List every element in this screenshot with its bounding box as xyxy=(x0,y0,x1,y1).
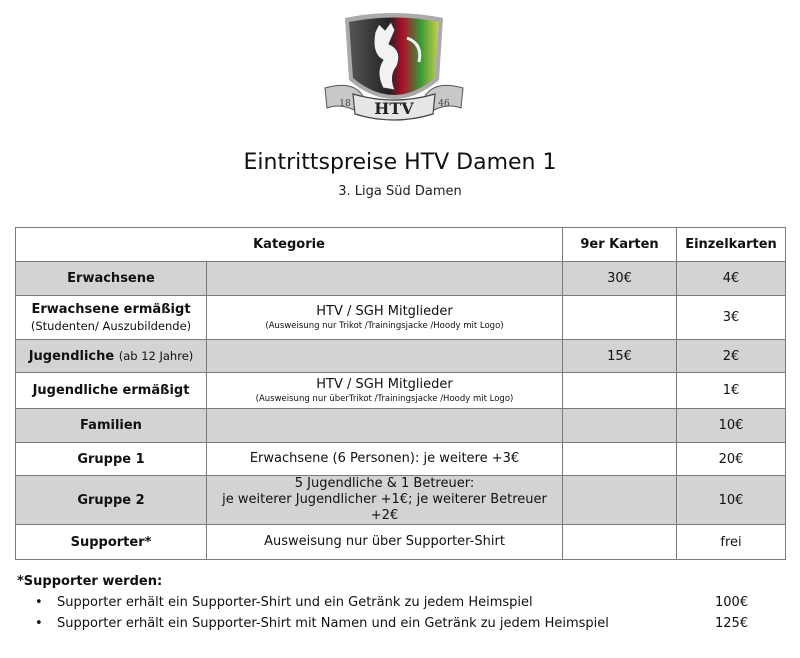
supporter-item-text: Supporter erhält ein Supporter-Shirt und ein Getränk zu jedem Heimspiel xyxy=(57,595,533,610)
price-table xyxy=(15,227,786,560)
row-category-sub: (ab 12 Jahre) xyxy=(118,348,194,363)
col-header-kategorie: Kategorie xyxy=(16,228,563,262)
row-price-einzel: 10€ xyxy=(677,409,786,443)
logo-text: HTV xyxy=(374,99,414,118)
row-price-9er xyxy=(563,296,677,340)
row-price-einzel: 3€ xyxy=(677,296,786,340)
table-row xyxy=(16,525,786,560)
row-category: Gruppe 1 xyxy=(16,443,207,476)
page-title: Eintrittspreise HTV Damen 1 xyxy=(243,150,557,175)
col-header-9er-karten: 9er Karten xyxy=(563,228,677,262)
row-note: HTV / SGH Mitglieder (Ausweisung nur überTrikot /Trainingsjacke /Hoody mit Logo) xyxy=(207,373,563,409)
row-price-einzel: 20€ xyxy=(677,443,786,476)
row-note-line2: je weiterer Jugendlicher +1€; je weiterer Betreuer +2€ xyxy=(222,492,547,523)
row-note-small: (Ausweisung nur überTrikot /Trainingsjacke /Hoody mit Logo) xyxy=(255,393,514,404)
table-header-row xyxy=(16,228,786,262)
table-row xyxy=(16,443,786,476)
row-category: Jugendliche ermäßigt xyxy=(16,373,207,409)
row-price-9er: 30€ xyxy=(563,262,677,296)
row-category: Erwachsene xyxy=(16,262,207,296)
row-price-9er xyxy=(563,409,677,443)
bullet-icon: • xyxy=(35,616,43,631)
list-item xyxy=(17,616,777,637)
table-row xyxy=(16,409,786,443)
table-row xyxy=(16,476,786,525)
row-category: Gruppe 2 xyxy=(16,476,207,525)
row-note xyxy=(207,409,563,443)
row-category: Erwachsene ermäßigt (Studenten/ Auszubildende) xyxy=(16,296,207,340)
supporter-item-price: 100€ xyxy=(715,595,749,610)
row-price-einzel: 10€ xyxy=(677,476,786,525)
col-header-einzelkarten: Einzelkarten xyxy=(677,228,786,262)
row-price-einzel: frei xyxy=(677,525,786,560)
row-note-small: (Ausweisung nur Trikot /Trainingsjacke /Hoody mit Logo) xyxy=(265,320,504,331)
row-category: Jugendliche (ab 12 Jahre) xyxy=(16,340,207,373)
row-price-9er xyxy=(563,443,677,476)
row-category-sub: (Studenten/ Auszubildende) xyxy=(30,319,192,333)
bullet-icon: • xyxy=(35,595,43,610)
supporter-item-text: Supporter erhält ein Supporter-Shirt mit Namen und ein Getränk zu jedem Heimspiel xyxy=(57,616,609,631)
supporter-item-price: 125€ xyxy=(715,616,749,631)
row-note: 5 Jugendliche & 1 Betreuer: je weiterer Jugendlicher +1€; je weiterer Betreuer +2€ xyxy=(207,476,563,525)
table-row xyxy=(16,262,786,296)
row-category: Familien xyxy=(16,409,207,443)
row-note: Erwachsene (6 Personen): je weitere +3€ xyxy=(207,443,563,476)
logo-year-left: 18 xyxy=(339,99,351,109)
row-note xyxy=(207,262,563,296)
table-row xyxy=(16,296,786,340)
row-note: HTV / SGH Mitglieder (Ausweisung nur Trikot /Trainingsjacke /Hoody mit Logo) xyxy=(207,296,563,340)
row-price-9er: 15€ xyxy=(563,340,677,373)
list-item xyxy=(17,595,777,616)
supporter-list xyxy=(17,595,777,637)
htv-club-logo xyxy=(323,10,465,128)
row-note xyxy=(207,340,563,373)
row-note: Ausweisung nur über Supporter-Shirt xyxy=(207,525,563,560)
logo-year-right: 46 xyxy=(438,99,450,109)
supporter-heading: *Supporter werden: xyxy=(17,574,163,589)
row-price-9er xyxy=(563,525,677,560)
table-row xyxy=(16,373,786,409)
row-price-einzel: 4€ xyxy=(677,262,786,296)
table-row xyxy=(16,340,786,373)
row-category: Supporter* xyxy=(16,525,207,560)
row-price-einzel: 1€ xyxy=(677,373,786,409)
page-subtitle: 3. Liga Süd Damen xyxy=(338,184,462,199)
row-price-einzel: 2€ xyxy=(677,340,786,373)
row-price-9er xyxy=(563,476,677,525)
row-price-9er xyxy=(563,373,677,409)
